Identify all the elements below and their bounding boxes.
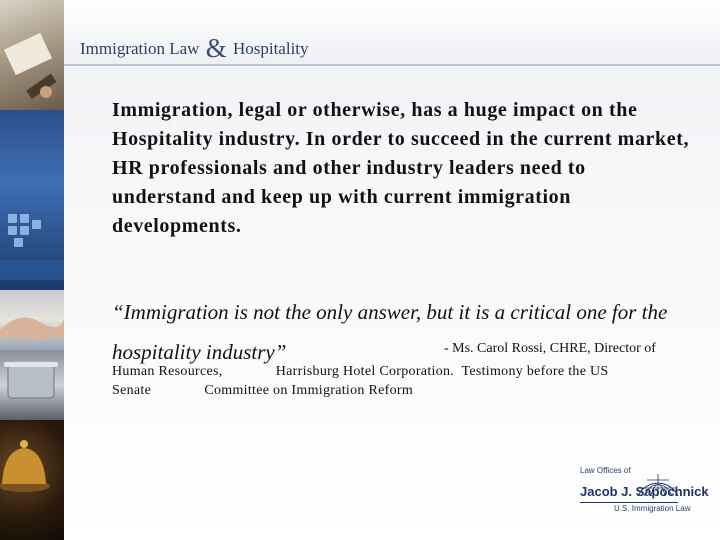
- keyboard-illustration: [0, 110, 64, 290]
- quote-attribution: - Ms. Carol Rossi, CHRE, Director of: [444, 341, 656, 356]
- intro-paragraph: Immigration, legal or otherwise, has a huge impact on the Hospitality industry. In order to succeed in the current market, HR professionals and other industry leaders need to understand and keep up with current immigration developments.: [112, 99, 690, 237]
- slide-title: [80, 30, 309, 61]
- sidebar-photo-strip: [0, 0, 64, 540]
- pot-illustration: [0, 350, 64, 420]
- slide-header: [64, 0, 720, 66]
- quote-text: “Immigration is not the only answer, but it is a critical one for the hospitality industry”: [112, 300, 668, 364]
- handshake-photo: [0, 290, 64, 350]
- logo-small-text: Law Offices of: [580, 466, 631, 475]
- handshake-illustration: [0, 290, 64, 350]
- ampersand-glyph: &: [205, 33, 227, 63]
- paperwork-illustration: [0, 0, 64, 110]
- logo-divider: [580, 502, 678, 503]
- law-office-logo: [580, 462, 709, 520]
- logo-name: Jacob J. Sapochnick: [580, 484, 709, 499]
- service-bell-photo: [0, 420, 64, 540]
- cooking-pot-photo: [0, 350, 64, 420]
- title-right: Hospitality: [232, 39, 309, 58]
- bell-illustration: [0, 420, 64, 540]
- logo-sub-text: U.S. Immigration Law: [614, 504, 691, 513]
- paperwork-photo: [0, 0, 64, 110]
- quote-detail: Human Resources, Harrisburg Hotel Corporation. Testimony before the US Senate Committee on Immigration Reform: [112, 364, 609, 398]
- title-left: Immigration Law: [80, 39, 200, 58]
- keyboard-photo: [0, 110, 64, 290]
